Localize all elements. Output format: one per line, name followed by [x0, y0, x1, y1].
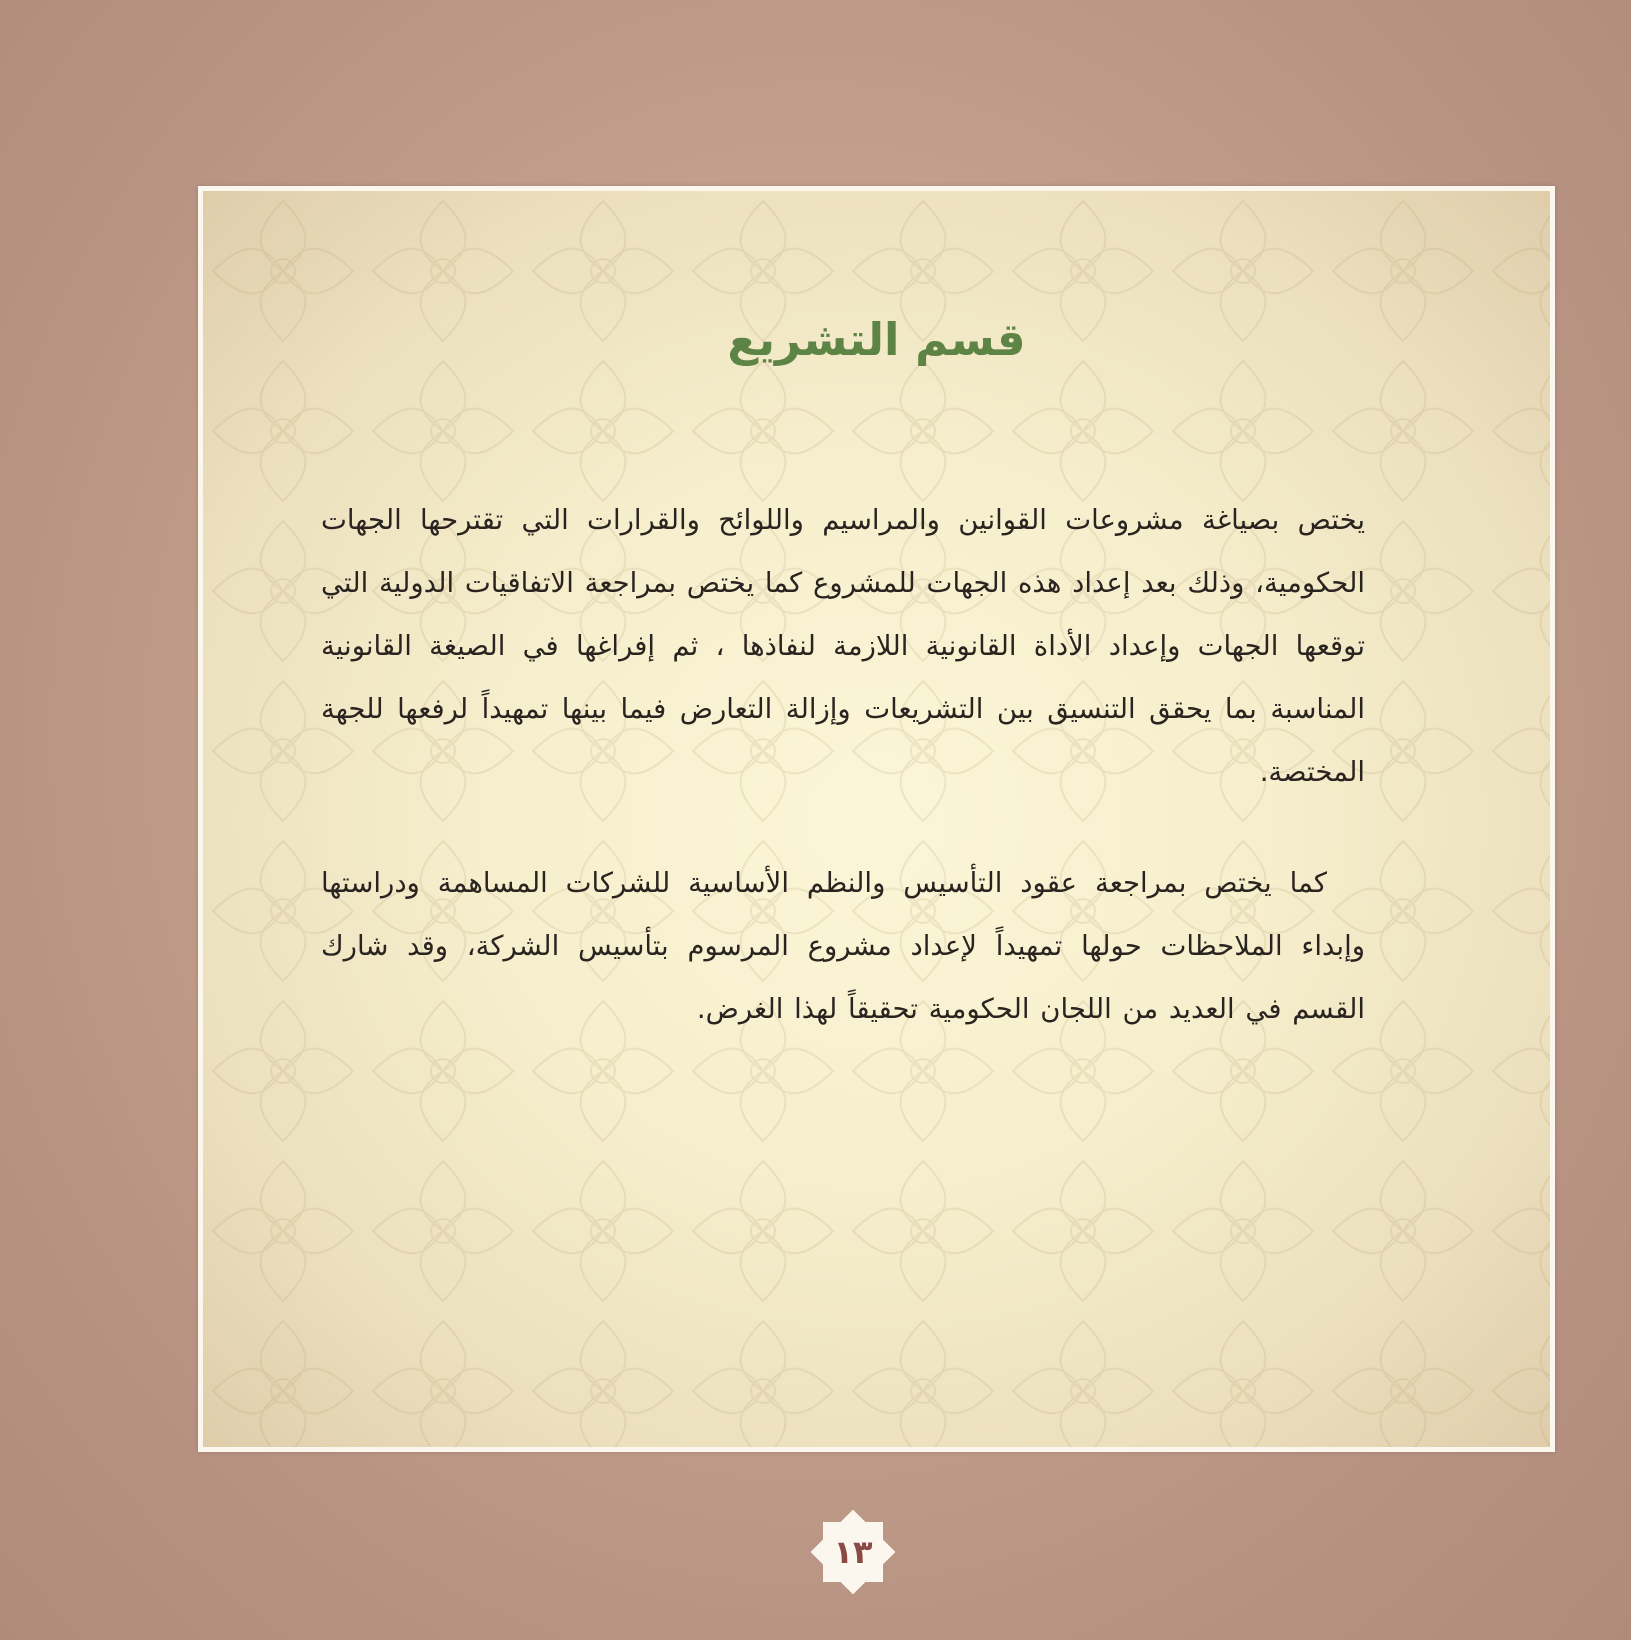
section-title: قسم التشريع [727, 313, 1026, 366]
paragraph-legislation-duties: يختص بصياغة مشروعات القوانين والمراسيم واللوائح والقرارات التي تقترحها الجهات الحكومية، وذلك بعد إعداد هذه الجهات للمشروع كما يختص بمراجعة الاتفاقيات الدولية التي توقعها الجهات وإعداد الأداة القانونية اللازمة لنفاذها ، ثم إفراغها في الصيغة القانونية المناسبة بما يحقق التنسيق بين التشريعات وإزالة التعارض فيما بينها تمهيداً لرفعها للجهة المختصة. [321, 503, 1365, 788]
ornamental-background-pattern [203, 191, 1550, 1447]
paragraph-company-review: كما يختص بمراجعة عقود التأسيس والنظم الأساسية للشركات المساهمة ودراستها وإبداء الملاحظات حولها تمهيداً لإعداد مشروع المرسوم بتأسيس الشركة، وقد شارك القسم في العديد من اللجان الحكومية تحقيقاً لهذا الغرض. [321, 866, 1365, 1025]
page-number-badge [803, 1502, 903, 1602]
page-number: ١٣ [833, 1533, 873, 1571]
content-panel [198, 186, 1555, 1452]
